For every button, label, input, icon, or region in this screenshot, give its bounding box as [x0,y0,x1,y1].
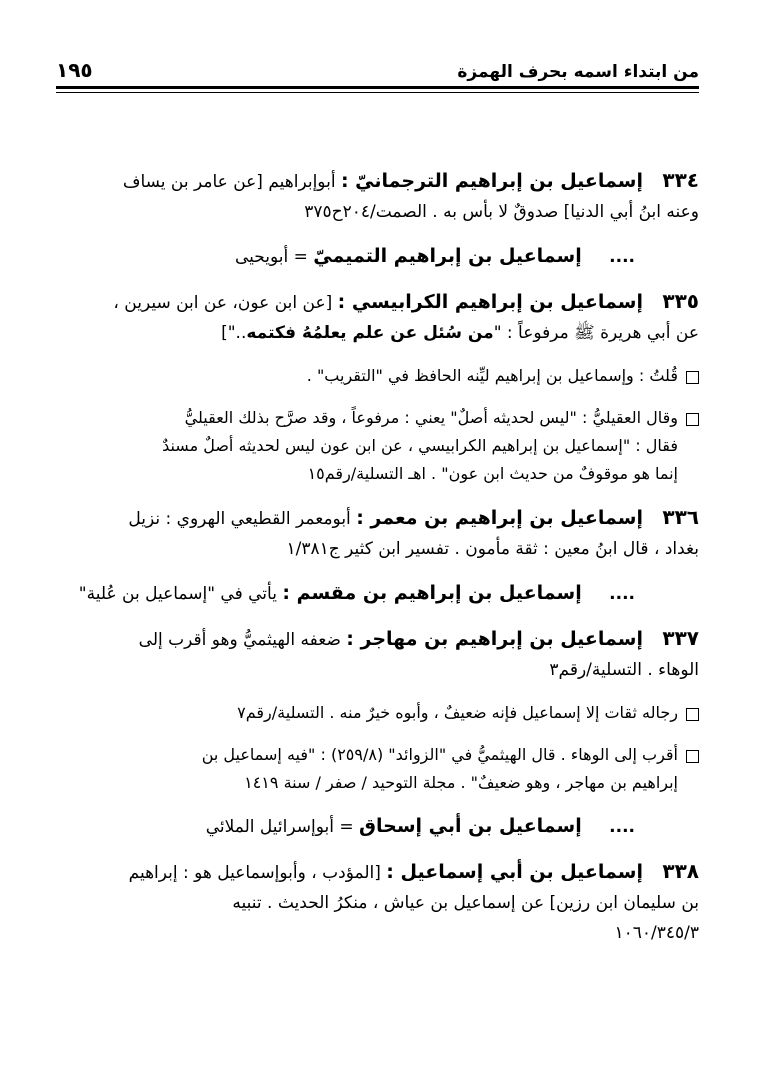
ellipsis-marker: .... [609,584,635,604]
entry-text: أبومعمر القطيعي الهروي : نزيل [128,509,351,529]
entry-name: إسماعيل بن إبراهيم الكرابيسي : [337,291,643,313]
cross-reference [56,241,699,272]
entry-name: إسماعيل بن إبراهيم بن مهاجر : [346,628,643,650]
entry-number: ٣٣٤ [662,168,699,192]
entry-text: ضعفه الهيثميُّ وهو أقرب إلى [138,630,341,650]
page-number: ١٩٥ [56,58,93,82]
note-item [56,699,699,727]
entry-text: الوهاء . التسلية/رقم٣ [549,660,699,680]
note-text: رجاله ثقات إلا إسماعيل فإنه ضعيفٌ ، وأبوه خيرٌ منه . التسلية/رقم٧ [237,703,678,722]
note-text: إنما هو موقوفٌ من حديث ابن عون" . اهـ التسلية/رقم١٥ [307,464,678,483]
entry-text: [عن ابن عون، عن ابن سيرين ، [113,293,333,313]
entry-number: ٣٣٦ [662,505,699,529]
entry-338 [56,856,699,948]
entry-text: ١٠٦٠/٣٤٥/٣ [614,923,699,943]
page-body [56,165,699,962]
note-text: أقرب إلى الوهاء . قال الهيثميُّ في "الزوائد" (٢٥٩/٨) : "فيه إسماعيل بن [201,745,678,764]
entry-text: بغداد ، قال ابنُ معين : ثقة مأمون . تفسير ابن كثير ج١/٣٨١ [286,539,699,559]
entry-336 [56,502,699,564]
running-title: من ابتداء اسمه بحرف الهمزة [457,62,699,82]
note-text: وقال العقيليُّ : "ليس لحديثه أصلٌ" يعني : مرفوعاً ، وقد صرَّح بذلك العقيليُّ [184,408,678,427]
page-header [56,52,699,82]
entry-text: وعنه ابنُ أبي الدنيا] صدوقٌ لا بأس به . الصمت/٢٠٤ح٣٧٥ [304,202,699,222]
cross-reference [56,578,699,609]
xref-name: إسماعيل بن أبي إسحاق [359,815,582,837]
header-rule-thin [56,92,699,93]
entry-text: .."] [221,323,247,343]
square-bullet-icon [686,708,699,721]
square-bullet-icon [686,750,699,763]
entry-334 [56,165,699,227]
note-text: فقال : "إسماعيل بن إبراهيم الكرابيسي ، عن ابن عون ليس لحديثه أصلٌ مسندٌ [162,436,678,455]
hadith-quote: من سُئل عن علم يعلمُهُ فكتمه [246,323,494,343]
xref-text: = أبوإسرائيل الملائي [205,817,354,837]
entry-text: عن أبي هريرة ﷺ مرفوعاً : " [493,323,699,343]
xref-text: = أبويحيى [234,247,308,267]
note-item [56,362,699,390]
entry-text: [المؤدب ، وأبوإسماعيل هو : إبراهيم [128,863,381,883]
xref-name: إسماعيل بن إبراهيم التميميّ [313,245,582,267]
entry-name: إسماعيل بن أبي إسماعيل : [386,861,643,883]
ellipsis-marker: .... [609,817,635,837]
entry-name: إسماعيل بن إبراهيم بن معمر : [356,507,643,529]
entry-text: بن سليمان ابن رزين] عن إسماعيل بن عياش ، منكرُ الحديث . تنبيه [232,893,699,913]
entry-name: إسماعيل بن إبراهيم الترجمانيّ : [340,170,643,192]
cross-reference [56,811,699,842]
entry-335 [56,286,699,348]
square-bullet-icon [686,413,699,426]
note-item [56,404,699,488]
note-text: قُلتُ : وإسماعيل بن إبراهيم ليِّنه الحافظ في "التقريب" . [306,366,678,385]
entry-number: ٣٣٨ [662,859,699,883]
entry-337 [56,623,699,685]
entry-text: أبوإبراهيم [عن عامر بن يساف [122,172,336,192]
note-text: إبراهيم بن مهاجر ، وهو ضعيفٌ" . مجلة التوحيد / صفر / سنة ١٤١٩ [244,773,678,792]
note-item [56,741,699,797]
xref-name: إسماعيل بن إبراهيم بن مقسم : [282,582,582,604]
xref-text: يأتي في "إسماعيل بن عُلية" [78,584,277,604]
header-rule [56,86,699,89]
entry-number: ٣٣٥ [662,289,699,313]
ellipsis-marker: .... [609,247,635,267]
entry-number: ٣٣٧ [662,626,699,650]
square-bullet-icon [686,371,699,384]
